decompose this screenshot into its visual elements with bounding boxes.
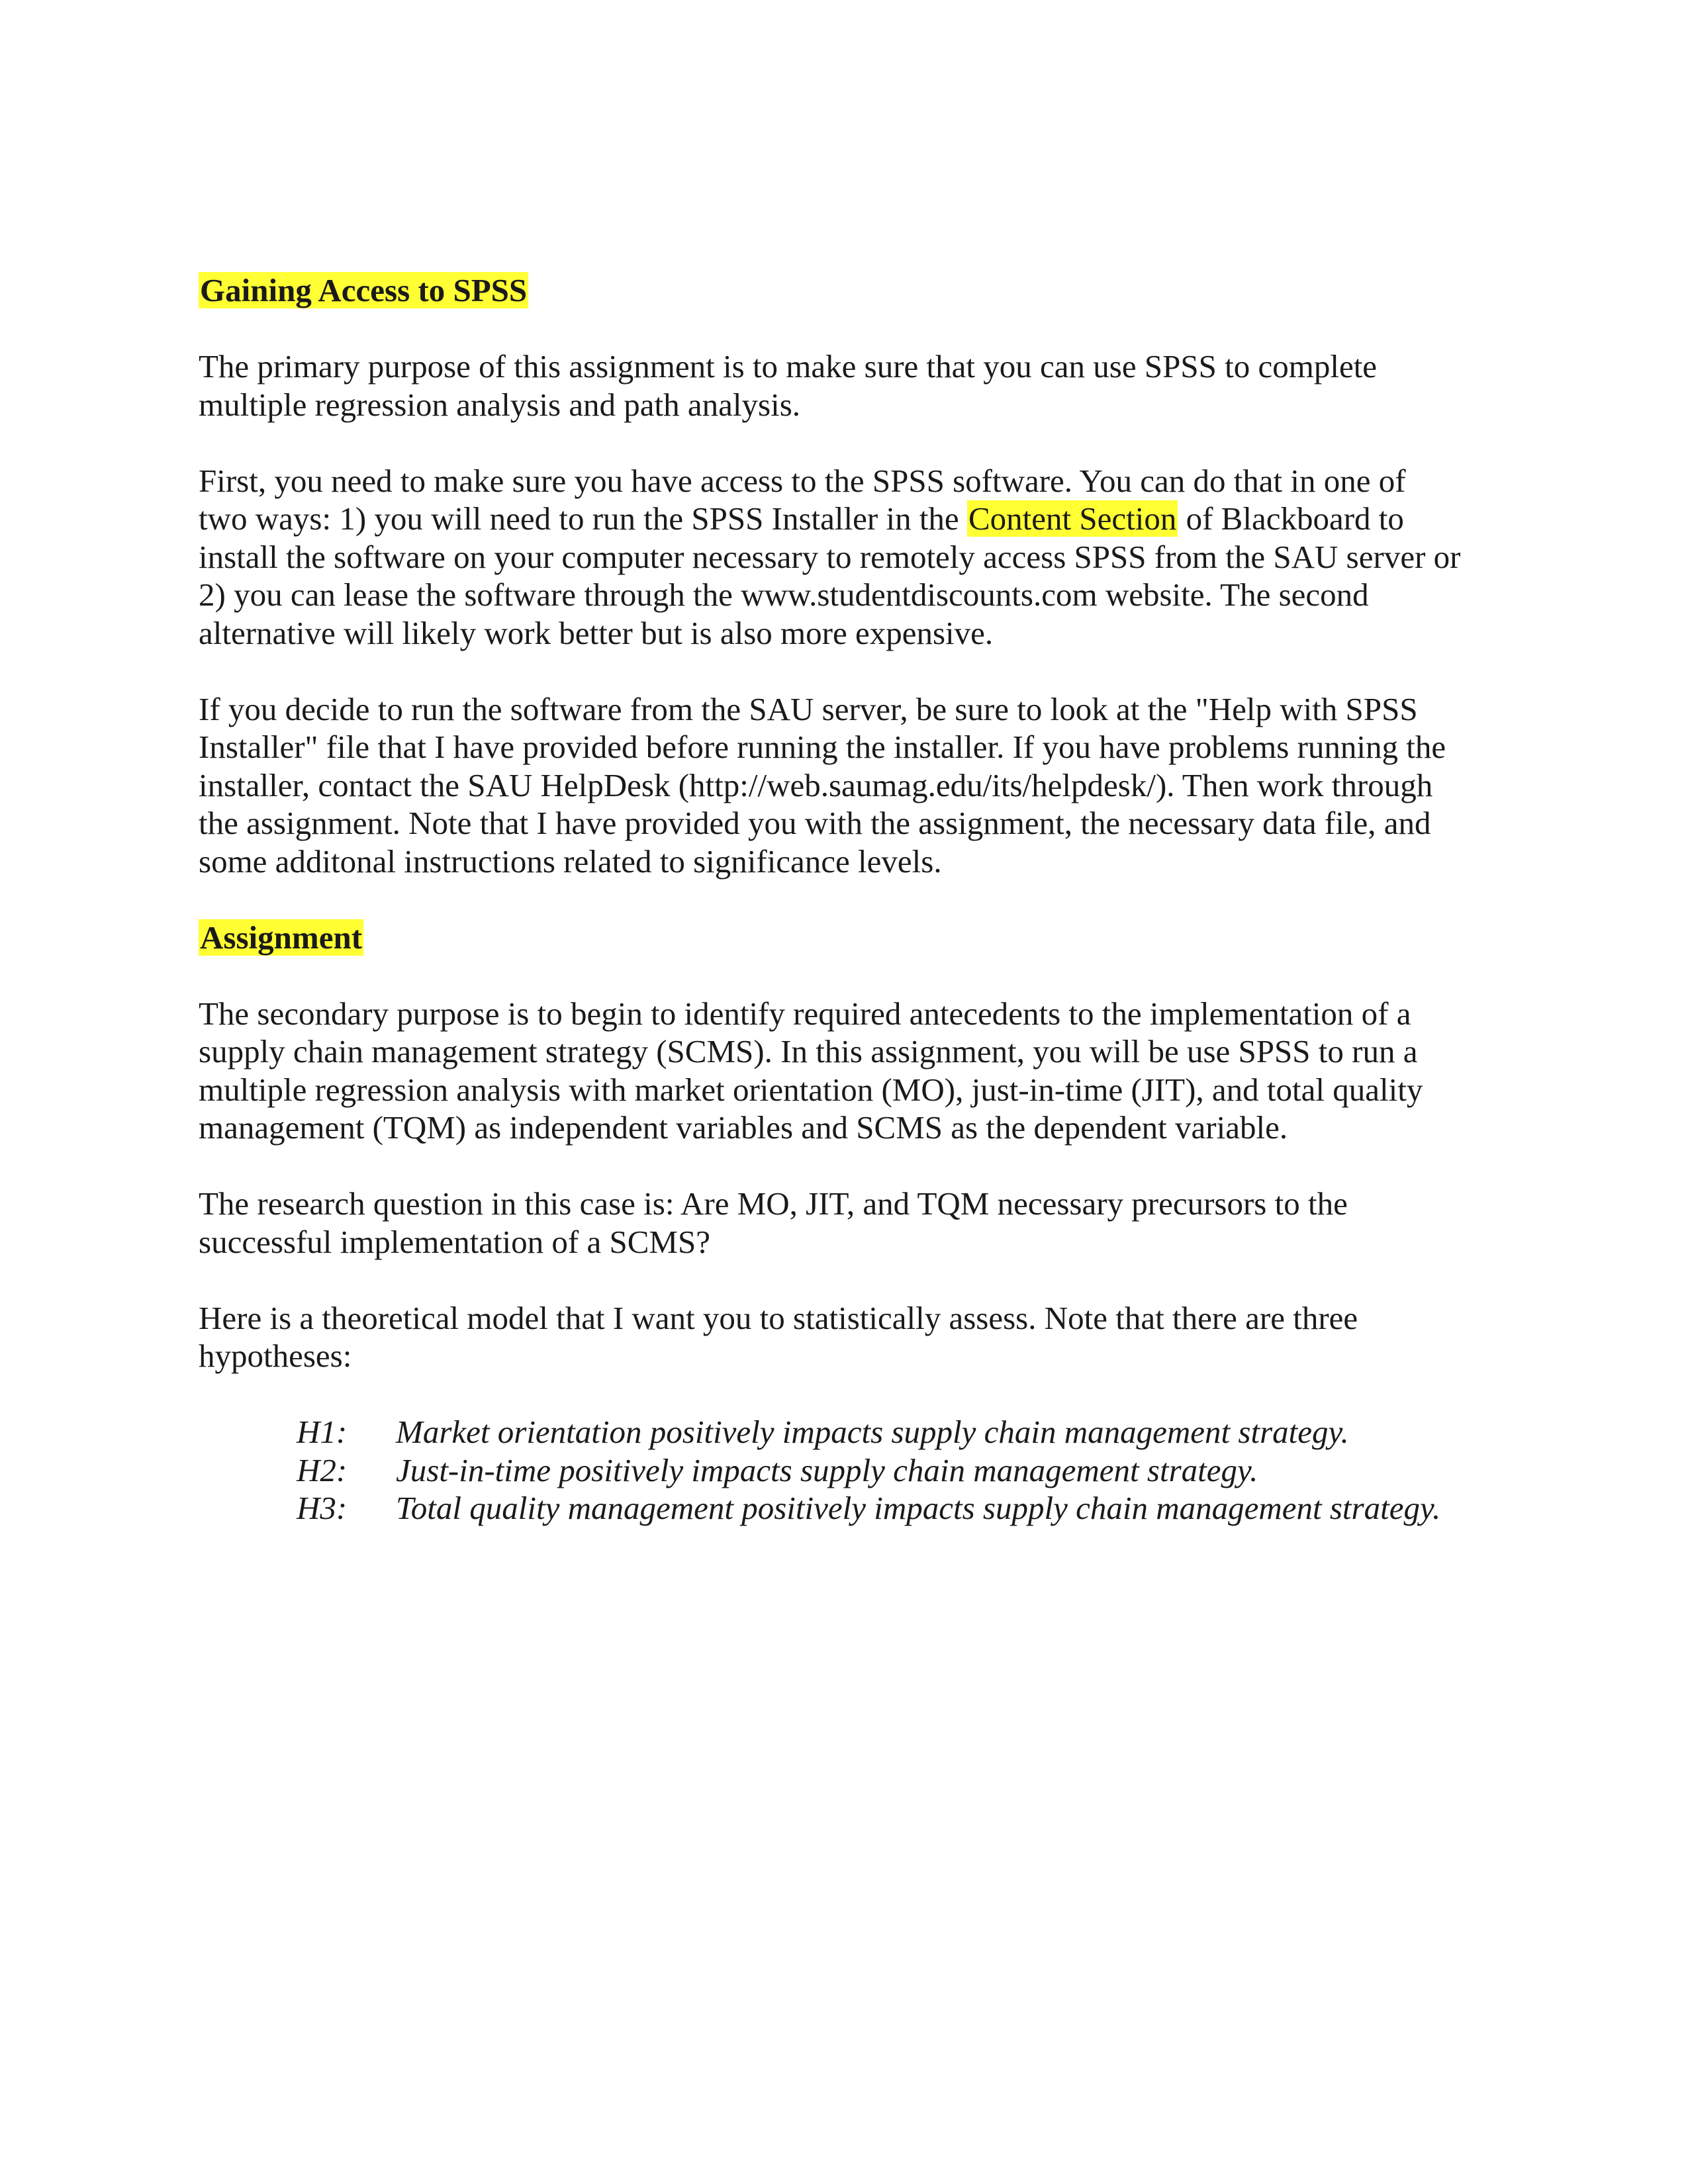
paragraph-line: alternative will likely work better but is also more expensive. (199, 614, 994, 651)
paragraph-line: First, you need to make sure you have access to the SPSS software. You can do that in one of (199, 462, 1406, 499)
paragraph-line: 2) you can lease the software through the www.studentdiscounts.com website. The second (199, 576, 1369, 613)
content-section-highlight: Content Section (968, 500, 1177, 537)
paragraph-line: the assignment. Note that I have provided you with the assignment, the necessary data file, and (199, 805, 1431, 841)
text-segment: of Blackboard to (1178, 500, 1404, 537)
hypothesis-text: Market orientation positively impacts supply chain management strategy. (396, 1414, 1349, 1450)
heading-highlight: Assignment (200, 919, 363, 956)
section-heading-assignment (199, 919, 1496, 957)
paragraph-line: The primary purpose of this assignment is to make sure that you can use SPSS to complete (199, 348, 1378, 385)
paragraph-line: If you decide to run the software from the SAU server, be sure to look at the "Help with SPSS (199, 690, 1418, 727)
paragraph-line: some additonal instructions related to significance levels. (199, 842, 942, 880)
hypothesis-item (199, 1451, 1496, 1490)
hypothesis-item (199, 1413, 1496, 1451)
hypothesis-label: H1: (297, 1414, 348, 1450)
document-page (199, 271, 1496, 1527)
paragraph-line: install the software on your computer necessary to remotely access SPSS from the SAU server or (199, 538, 1461, 575)
hypothesis-item (199, 1489, 1496, 1527)
paragraph-line: management (TQM) as independent variables and SCMS as the dependent variable. (199, 1109, 1288, 1146)
hypothesis-label: H2: (297, 1451, 348, 1488)
paragraph-line: supply chain management strategy (SCMS). In this assignment, you will be use SPSS to run a (199, 1033, 1418, 1069)
paragraph-line (199, 500, 1496, 538)
paragraph-line: The research question in this case is: Are MO, JIT, and TQM necessary precursors to the (199, 1185, 1348, 1222)
text-segment: two ways: 1) you will need to run the SPSS Installer in the (199, 500, 967, 537)
hypothesis-text: Total quality management positively impacts supply chain management strategy. (396, 1490, 1441, 1526)
paragraph-line: successful implementation of a SCMS? (199, 1223, 710, 1260)
paragraph-line: installer, contact the SAU HelpDesk (http://web.saumag.edu/its/helpdesk/). Then work through (199, 766, 1433, 803)
section-heading-gaining-access (199, 271, 1496, 310)
hypothesis-text: Just-in-time positively impacts supply chain management strategy. (396, 1451, 1258, 1488)
paragraph-line: Here is a theoretical model that I want you to statistically assess. Note that there are three (199, 1299, 1358, 1336)
heading-highlight: Gaining Access to SPSS (200, 272, 528, 308)
hypothesis-label: H3: (297, 1490, 348, 1526)
paragraph-line: multiple regression analysis and path analysis. (199, 386, 801, 423)
paragraph-line: multiple regression analysis with market orientation (MO), just-in-time (JIT), and total quality (199, 1071, 1423, 1108)
paragraph-line: Installer" file that I have provided before running the installer. If you have problems running the (199, 729, 1446, 765)
paragraph-line: hypotheses: (199, 1338, 352, 1374)
paragraph-line: The secondary purpose is to begin to identify required antecedents to the implementation of a (199, 995, 1411, 1032)
